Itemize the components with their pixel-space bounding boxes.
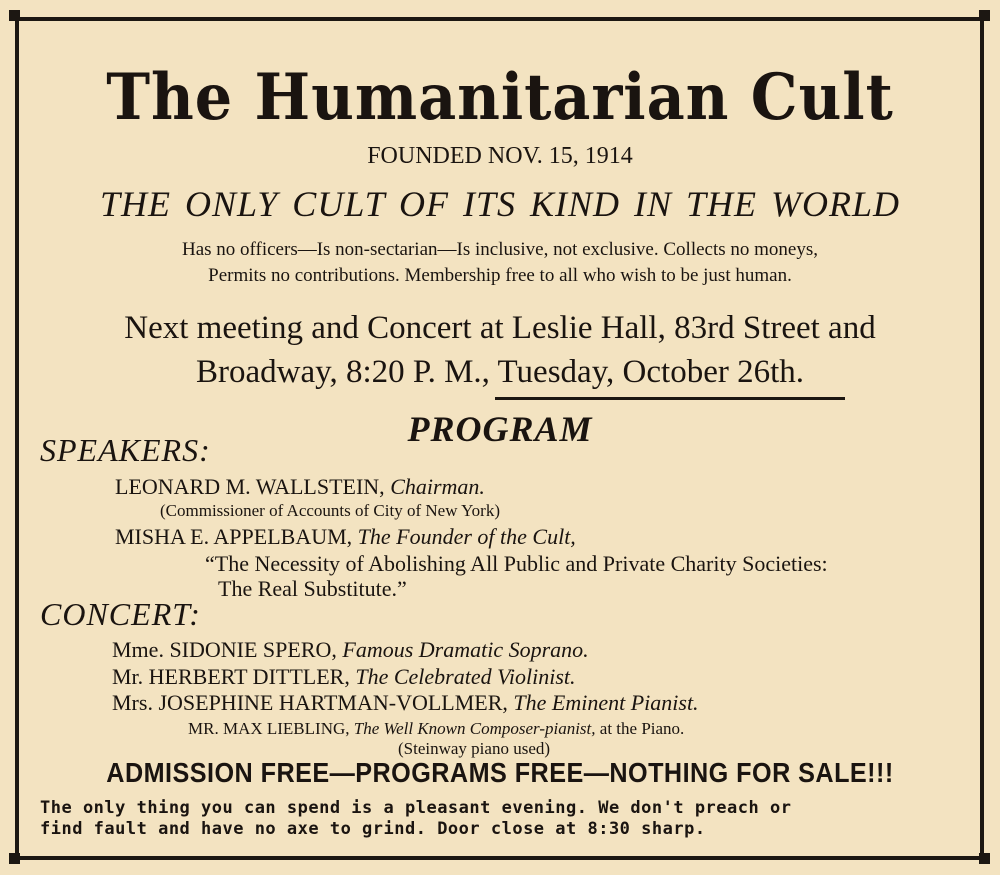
- concert-note: (Steinway piano used): [398, 739, 551, 758]
- speaker-role: The Founder of the Cult,: [357, 524, 576, 549]
- performer-suffix: at the Piano.: [599, 719, 685, 738]
- tagline: THE ONLY CULT OF ITS KIND IN THE WORLD: [99, 184, 901, 224]
- performer-role: The Celebrated Violinist.: [355, 664, 576, 689]
- performer-role: Famous Dramatic Soprano.: [342, 637, 589, 662]
- concert-heading: CONCERT:: [40, 596, 201, 632]
- performer-name: Mr. HERBERT DITTLER,: [112, 664, 350, 689]
- border-bottom: [20, 856, 980, 860]
- meeting-announcement: [40, 306, 960, 394]
- performer-entry: [188, 719, 684, 739]
- performer-name: Mme. SIDONIE SPERO,: [112, 637, 337, 662]
- corner-ornament: [9, 853, 20, 864]
- speaker-role: Chairman.: [390, 474, 485, 499]
- description-line: Permits no contributions. Membership free to all who wish to be just human.: [208, 265, 792, 286]
- speaker-name: LEONARD M. WALLSTEIN,: [115, 474, 385, 499]
- performer-entry: [112, 690, 699, 716]
- program-heading: PROGRAM: [407, 409, 593, 449]
- performer-name: MR. MAX LIEBLING,: [188, 719, 350, 738]
- performer-entry: [112, 637, 589, 663]
- headline: The Humanitarian Cult: [106, 60, 894, 135]
- speaker-topic: The Real Substitute.”: [218, 576, 407, 601]
- speaker-topic: “The Necessity of Abolishing All Public and Private Charity Societies:: [205, 551, 828, 576]
- performer-entry: [112, 664, 576, 690]
- meeting-underline: [495, 397, 845, 400]
- corner-ornament: [979, 853, 990, 864]
- meeting-line: Next meeting and Concert at Leslie Hall, 83rd Street and: [124, 310, 876, 346]
- founded-date: FOUNDED NOV. 15, 1914: [367, 143, 633, 169]
- closing-line: The only thing you can spend is a pleasant evening. We don't preach or: [40, 798, 792, 818]
- performer-role: The Well Known Composer-pianist,: [353, 719, 596, 738]
- description: [60, 237, 940, 289]
- admission-banner: ADMISSION FREE—PROGRAMS FREE—NOTHING FOR SALE!!!: [106, 757, 894, 788]
- border-top: [20, 17, 980, 21]
- description-line: Has no officers—Is non-sectarian—Is inclusive, not exclusive. Collects no moneys,: [181, 239, 818, 260]
- speaker-entry: [115, 474, 485, 500]
- speakers-heading: SPEAKERS:: [40, 432, 211, 468]
- speaker-entry: [115, 524, 576, 550]
- closing-line: find fault and have no axe to grind. Door close at 8:30 sharp.: [40, 819, 706, 839]
- performer-name: Mrs. JOSEPHINE HARTMAN-VOLLMER,: [112, 690, 508, 715]
- closing-text: [40, 798, 960, 840]
- meeting-line: Broadway, 8:20 P. M., Tuesday, October 26th.: [195, 354, 805, 390]
- speaker-note: (Commissioner of Accounts of City of New York): [160, 501, 500, 520]
- speaker-name: MISHA E. APPELBAUM,: [115, 524, 353, 549]
- corner-ornament: [9, 10, 20, 21]
- corner-ornament: [979, 10, 990, 21]
- performer-role: The Eminent Pianist.: [513, 690, 699, 715]
